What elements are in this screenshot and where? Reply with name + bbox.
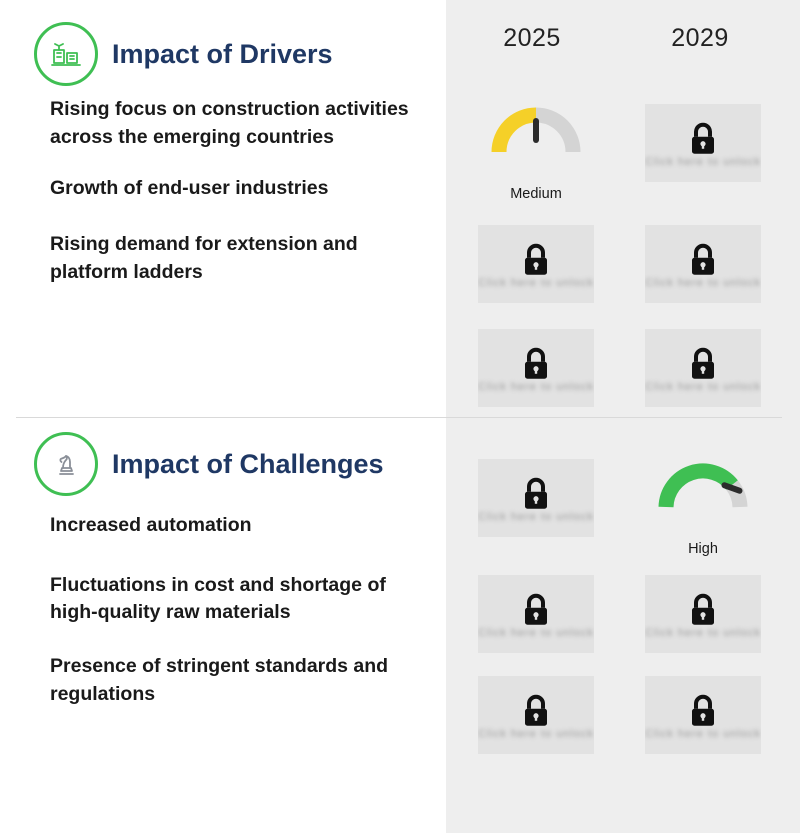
list-item: Rising focus on construction activities across the emerging countries	[50, 98, 409, 148]
locked-hint-text: Click here to unlock	[645, 728, 761, 740]
rating-cell-drivers-r2-2025[interactable]	[478, 225, 594, 303]
chess-knight-icon	[34, 432, 98, 496]
section-drivers-header	[0, 18, 446, 90]
lock-icon	[519, 692, 553, 735]
rating-cell-challenges-r3-2025[interactable]	[478, 676, 594, 754]
lock-icon	[519, 345, 553, 388]
locked-rating-box[interactable]	[645, 104, 761, 182]
lock-icon	[519, 241, 553, 284]
column-header-2025: 2025	[503, 24, 561, 52]
lock-icon	[686, 345, 720, 388]
locked-hint-text: Click here to unlock	[645, 381, 761, 393]
lock-icon	[686, 241, 720, 284]
rating-cell-challenges-r1-2025[interactable]	[478, 459, 594, 537]
rating-cell-challenges-r2-2025[interactable]	[478, 575, 594, 653]
rating-cell-drivers-r1-2029[interactable]	[645, 104, 761, 182]
section-drivers	[0, 18, 446, 286]
locked-rating-box[interactable]	[478, 575, 594, 653]
column-header-2029: 2029	[671, 24, 729, 52]
section-drivers-title: Impact of Drivers	[112, 38, 333, 69]
list-item: Growth of end-user industries	[50, 177, 329, 200]
section-challenges-header	[0, 428, 446, 500]
rating-cell-drivers-r2-2029[interactable]	[645, 225, 761, 303]
gauge-medium	[478, 104, 594, 202]
locked-rating-box[interactable]	[645, 225, 761, 303]
gauge-value-label: Medium	[510, 186, 562, 202]
locked-hint-text: Click here to unlock	[645, 277, 761, 289]
rating-cell-challenges-r2-2029[interactable]	[645, 575, 761, 653]
rating-cell-drivers-r3-2029[interactable]	[645, 329, 761, 407]
lock-icon	[686, 120, 720, 163]
locked-hint-text: Click here to unlock	[478, 627, 594, 639]
rating-cell-challenges-r1-2029	[645, 459, 761, 557]
locked-hint-text: Click here to unlock	[478, 511, 594, 523]
lock-icon	[519, 475, 553, 518]
locked-hint-text: Click here to unlock	[478, 381, 594, 393]
locked-rating-box[interactable]	[478, 676, 594, 754]
gauge-value-label: High	[688, 541, 718, 557]
section-challenges-title: Impact of Challenges	[112, 448, 384, 479]
section-divider	[16, 417, 782, 418]
lock-icon	[686, 591, 720, 634]
rating-cell-challenges-r3-2029[interactable]	[645, 676, 761, 754]
locked-rating-box[interactable]	[478, 459, 594, 537]
locked-rating-box[interactable]	[645, 575, 761, 653]
factory-building-icon	[34, 22, 98, 86]
rating-cell-drivers-r3-2025[interactable]	[478, 329, 594, 407]
gauge-high	[645, 459, 761, 557]
locked-hint-text: Click here to unlock	[478, 277, 594, 289]
locked-hint-text: Click here to unlock	[645, 156, 761, 168]
locked-rating-box[interactable]	[645, 329, 761, 407]
list-item: Rising demand for extension and platform ladders	[50, 233, 358, 283]
list-item: Presence of stringent standards and regulations	[50, 655, 389, 705]
locked-rating-box[interactable]	[478, 329, 594, 407]
locked-hint-text: Click here to unlock	[645, 627, 761, 639]
section-challenges	[0, 428, 446, 708]
rating-cell-drivers-r1-2025	[478, 104, 594, 202]
section-drivers-items	[0, 96, 446, 286]
locked-hint-text: Click here to unlock	[478, 728, 594, 740]
locked-rating-box[interactable]	[645, 676, 761, 754]
list-item: Increased automation	[50, 514, 252, 536]
section-challenges-items	[0, 512, 446, 708]
list-item: Fluctuations in cost and shortage of high-quality raw materials	[50, 573, 386, 624]
lock-icon	[686, 692, 720, 735]
locked-rating-box[interactable]	[478, 225, 594, 303]
lock-icon	[519, 591, 553, 634]
